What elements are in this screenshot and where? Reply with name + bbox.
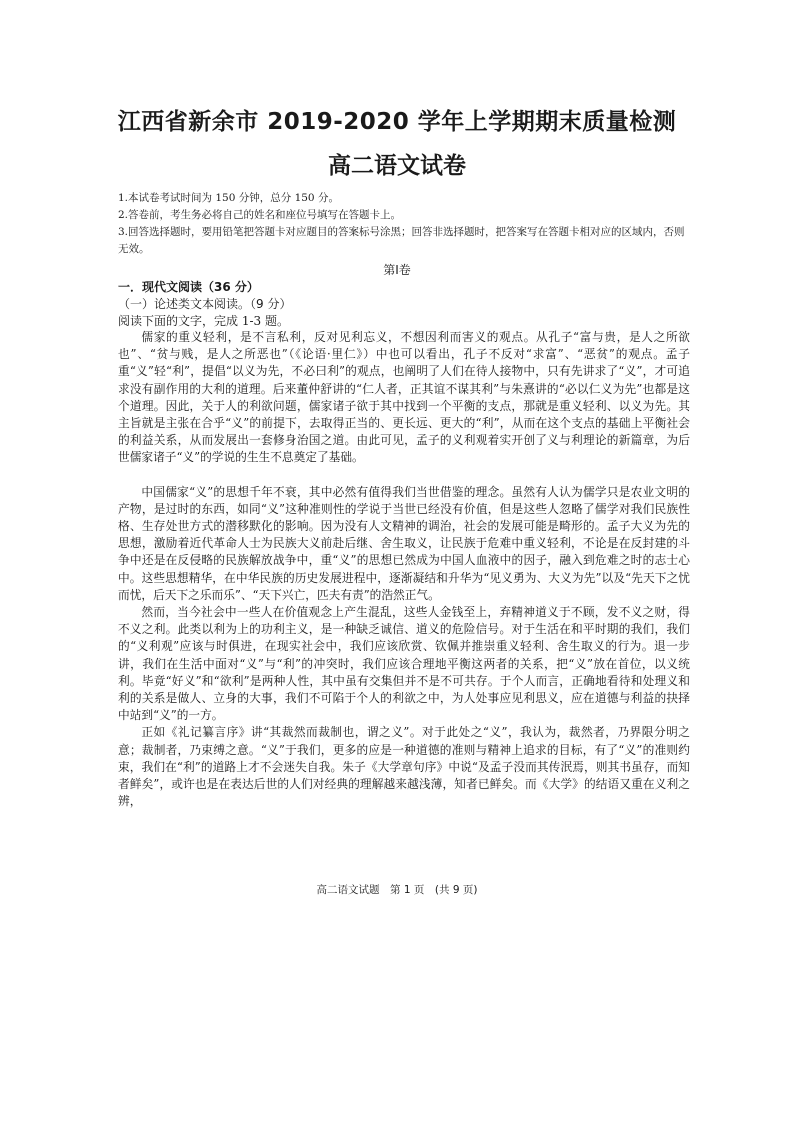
passage-paragraph: 正如《礼记纂言序》讲“其裁然而裁制也，谓之义”。对于此处之“义”，我认为，裁然者，乃界限分明之意；裁制者，乃束缚之意。“义”于我们，更多的应是一种道德的准则与精神上追求的目标，有了“义”的准则约束，我们在“利”的道路上才不会迷失自我。朱子《大学章句序》中说“及孟子没而其传泯焉，则其书虽存，而知者鲜矣”，或许也是在表达后世的人们对经典的理解越来越浅薄，知者已鲜矣。而《大学》的结语又重在义利之辨， bbox=[118, 725, 690, 809]
section-heading: 一．现代文阅读（36 分） bbox=[118, 280, 259, 294]
page-footer: 高二语文试题 第 1 页 (共 9 页) bbox=[316, 884, 478, 896]
reading-instruction: 阅读下面的文字，完成 1-3 题。 bbox=[118, 314, 289, 328]
note-item: 3.回答选择题时，要用铅笔把答题卡对应题目的答案标号涂黑；回答非选择题时，把答案写在答题卡相对应的区域内，否则无效。 bbox=[118, 226, 685, 255]
passage-paragraph: 中国儒家“义”的思想千年不衰，其中必然有值得我们当世借鉴的理念。虽然有人认为儒学只是农业文明的产物，是过时的东西，如同“义”这种准则性的学说于当世已经没有价值，但是这些人忽略了儒学对我们民族性格、生存处世方式的潜移默化的影响。因为没有人文精神的调治，社会的发展可能是畸形的。孟子大义为先的思想，激励着近代革命人士为民族大义前赴后继、舍生取义，让民族于危难中重义轻利，不论是在反封建的斗争中还是在反侵略的民族解放战争中，重“义”的思想已然成为中国人血液中的因子，融入到危难之时的志士心中。这些思想精华，在中华民族的历史发展进程中，逐渐凝结和升华为“见义勇为、大义为先”以及“先天下之忧而忧，后天下之乐而乐”、“天下兴亡，匹夫有责”的浩然正气。 bbox=[118, 484, 690, 602]
note-item: 1.本试卷考试时间为 150 分钟，总分 150 分。 bbox=[118, 192, 339, 204]
volume-heading: 第Ⅰ卷 bbox=[383, 263, 411, 277]
exam-notes bbox=[118, 190, 688, 258]
exam-title: 江西省新余市 2019-2020 学年上学期期末质量检测 bbox=[117, 109, 677, 135]
note-item: 2.答卷前，考生务必将自己的姓名和座位号填写在答题卡上。 bbox=[118, 209, 402, 221]
passage-paragraph: 儒家的重义轻利，是不言私利，反对见利忘义，不想因利而害义的观点。从孔子“富与贵，是人之所欲也”、“贫与贱，是人之所恶也”（《论语·里仁》）中也可以看出，孔子不反对“求富”、“恶贫”的观点。孟子重“义”轻“利”，提倡“以义为先，不必曰利”的观点，也阐明了人们在待人接物中，只有先讲求了“义”，才可追求没有副作用的大利的道理。后来董仲舒讲的“仁人者，正其谊不谋其利”与朱熹讲的“必以仁义为先”也都是这个道理。因此，关于人的利欲问题，儒家诸子欲于其中找到一个平衡的支点，那就是重义轻利、以义为先。其主旨就是主张在合乎“义”的前提下，去取得正当的、更长远、更大的“利”，从而在这个支点的基础上平衡社会的利益关系，从而发展出一套修身治国之道。由此可见，孟子的义利观着实开创了义与利理论的新篇章，为后世儒家诸子“义”的学说的生生不息奠定了基础。 bbox=[118, 330, 690, 465]
reading-passage bbox=[118, 329, 690, 810]
part-heading: （一）论述类文本阅读。（9 分） bbox=[118, 297, 292, 311]
passage-paragraph: 然而，当今社会中一些人在价值观念上产生混乱，这些人金钱至上，弃精神道义于不顾，发不义之财，得不义之利。此类以利为上的功利主义，是一种缺乏诚信、道义的危险信号。对于生活在和平时期的我们，我们的“义利观”应该与时俱进，在现实社会中，我们应该欣赏、钦佩并推崇重义轻利、舍生取义的行为。退一步讲，我们在生活中面对“义”与“利”的冲突时，我们应该合理地平衡这两者的关系，把“义”放在首位，以义统利。毕竟“好义”和“欲利”是两种人性，其中虽有交集但并不是不可共存。于个人而言，正确地看待和处理义和利的关系是做人、立身的大事，我们不可陷于个人的利欲之中，为人处事应见利思义，应在道德与利益的抉择中站到“义”的一方。 bbox=[118, 605, 690, 723]
exam-subtitle: 高二语文试卷 bbox=[328, 153, 466, 179]
